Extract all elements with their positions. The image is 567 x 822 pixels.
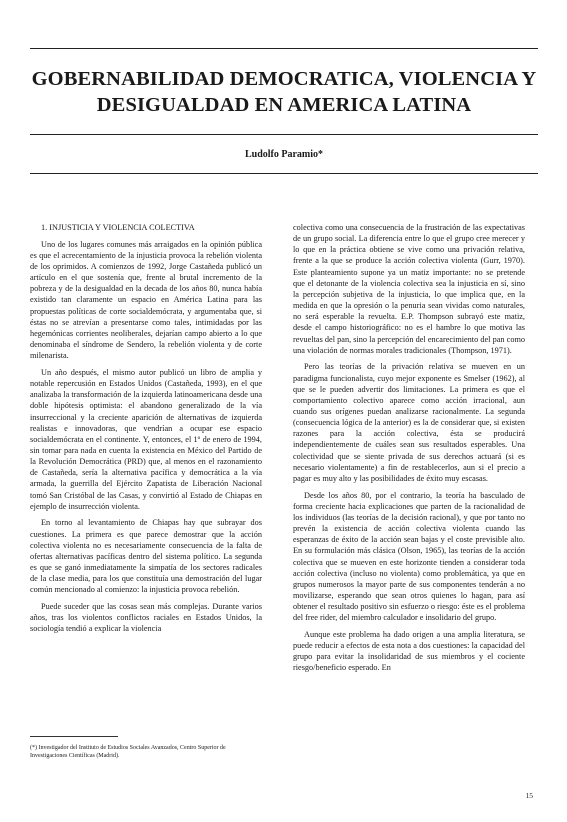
author-rule — [30, 173, 538, 174]
paragraph: En torno al levantamiento de Chiapas hay que subrayar dos cuestiones. La primera es que parece demostrar que la acción colectiva violenta no es necesariamente consecuencia de la falta de ofertas alternativas pacíficas dentro del sistema político. La segunda es que se ganó inmediatamente la simpatía de los sectores radicales de la clase media, para los que constituía una demostración del lugar común mencionado al comienzo: la injusticia provoca rebelión. — [30, 518, 262, 595]
paragraph: Uno de los lugares comunes más arraigados en la opinión pública es que el acrecentamiento de la injusticia provoca la rebelión violenta de los oprimidos. A comienzos de 1992, Jorge Castañeda publicó un artículo en el que sostenía que, frente al brutal incremento de la pobreza y de la desigualdad en la decada de los años 80, nunca había existido tan claramente un espacio en América Latina para las propuestas políticas de corte socialdemócrata, y argumentaba que, si éstas no se atrevían a presentarse como tales, intimidadas por las hegemónicas corrientes neoliberales, dejarían campo abierto a lo que denominaba el síndrome de Sendero, la rebelión violenta y de corte milenarista. — [30, 239, 262, 361]
paragraph: Pero las teorías de la privación relativa se mueven en un paradigma funcionalista, cuyo mejor exponente es Smelser (1962), al que se le pueden advertir dos limitaciones. La primera es que el comportamiento colectivo aparece como acción irracional, aun cuando sus orígenes puedan analizarse racionalmente. La segunda (consecuencia lógica de la anterior) es la de considerar que, si existen razones para la acción colectiva, ésta se producirá independientemente de cuáles sean sus resultados esperables. Una colectividad que se siente privada de sus derechos actuará (si es necesario violentamente) a fin de restablecerlos, aun si el precio a pagar es muy alto y las posibilidades de éxito muy escasas. — [293, 362, 525, 483]
article-title: GOBERNABILIDAD DEMOCRATICA, VIOLENCIA Y DESIGUALDAD EN AMERICA LATINA — [31, 68, 537, 116]
footnote-rule — [30, 736, 118, 737]
paragraph: Puede suceder que las cosas sean más complejas. Durante varios años, tras los violentos conflictos raciales en Estados Unidos, la sociología tendió a explicar la violencia — [30, 602, 262, 634]
paragraph: colectiva como una consecuencia de la frustración de las expectativas de un grupo social. La diferencia entre lo que el grupo cree merecer y lo que en la práctica obtiene se vive como una privación relativa, frente a la que se produce la acción colectiva violenta (Gurr, 1970). Este planteamiento supone ya un matiz importante: no se pretende que el detonante de la violencia colectiva sea la injusticia en sí, sino la percepción subjetiva de la injusticia, lo que implica que, en la medida en que la opresión o la penuria sean vividas como naturales, no será esperable la revuelta. E.P. Thompson subrayó este matiz, desde el campo historiográfico: no es el hambre lo que motiva las revueltas del pan, sino la percepción del encarecimiento del pan como una violación de normas morales tradicionales (Thompson, 1971). — [293, 223, 525, 355]
author-name: Ludolfo Paramio* — [244, 149, 324, 160]
title-rule — [30, 134, 538, 135]
paragraph: Aunque este problema ha dado origen a una amplia literatura, se puede reducir a efectos de esta nota a dos cuestiones: la capacidad del grupo para evitar la insolidaridad de sus miembros y el cociente riesgo/beneficio esperado. En — [293, 629, 525, 673]
paragraph: Desde los años 80, por el contrario, la teoría ha basculado de forma creciente hacia explicaciones que parten de la racionalidad de los individuos (las teorías de la decisión racional), y que por tanto no prevén la existencia de acción colectiva violenta cuando las esperanzas de éxito de la acción sean bajas y el coste previsible alto. En su formulación más clásica (Olson, 1965), las teorías de la acción colectiva que se mueven en este horizonte tienden a considerar toda acción colectiva (incluso no violenta) como problemática, ya que en grupos numerosos la mayor parte de sus componentes tenderán a no movilizarse, esperando que sean otros quienes lo hagan, para así obtener el resultado positivo sin esfuerzo o riesgo: éste es el problema del free rider, del miembro calculador e insolidario del grupo. — [293, 490, 525, 623]
left-column — [30, 222, 262, 640]
section-heading: 1. INJUSTICIA Y VIOLENCIA COLECTIVA — [41, 223, 195, 232]
paragraph: Un año después, el mismo autor publicó un libro de amplia y notable repercusión en Estados Unidos (Castañeda, 1993), en el que analizaba la transformación de la izquierda latinoamericana desde una doble hipótesis optimista: el abandono generalizado de la vía insurreccional y la creciente aparición de alternativas de izquierda realistas e innovadoras, que vendrían a ocupar ese espacio socialdemócrata en el continente. Y, entonces, el 1º de enero de 1994, sin tomar para nada en cuenta la existencia en México del Partido de la Revolución Democrática (PRD) que, al menos en el razonamiento de Castañeda, sería la alternativa pacífica y democrática a la vía armada, la guerrilla del Ejército Zapatista de Liberación Nacional tomó San Cristóbal de las Casas, y convirtió al Estado de Chiapas en ejemplo de insurrección violenta. — [30, 367, 262, 511]
top-rule — [30, 48, 538, 49]
footnote: (*) Investigador del Instituto de Estudios Sociales Avanzados, Centro Superior de Investigaciones Científicas (Madrid). — [30, 745, 226, 759]
page-number: 15 — [525, 791, 533, 800]
right-column — [293, 222, 525, 679]
